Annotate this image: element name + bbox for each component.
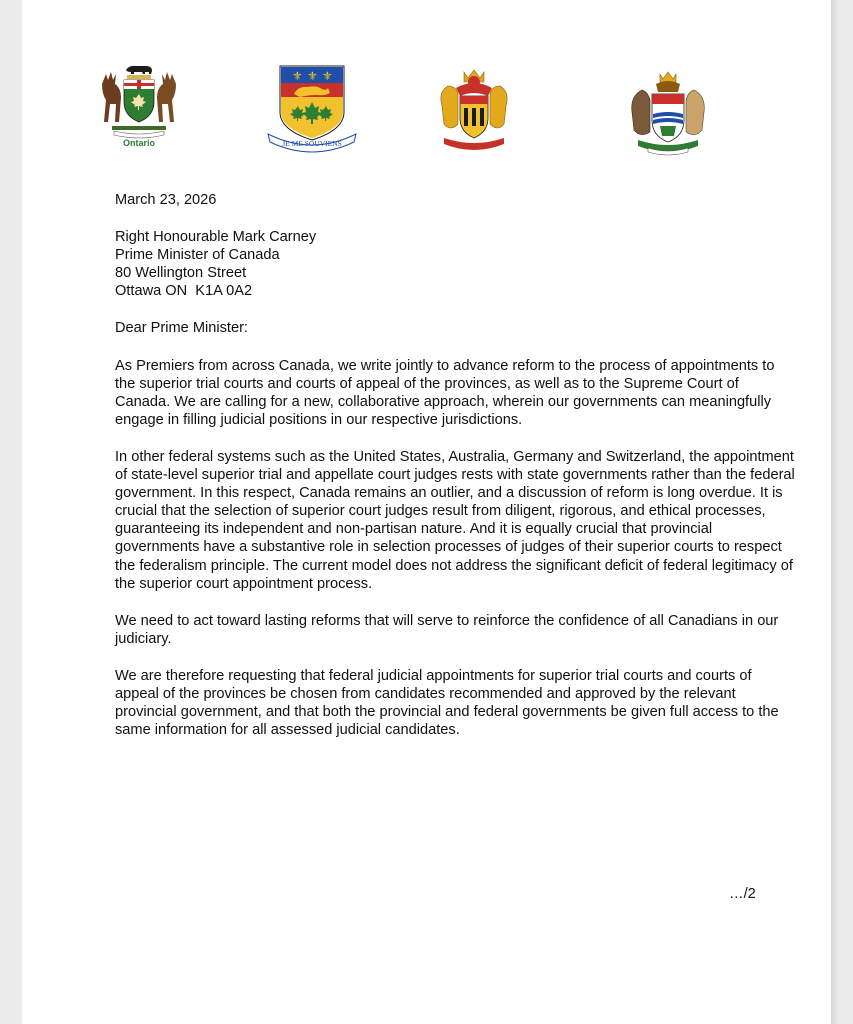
recipient-address: [115, 228, 795, 300]
provincial-coat-of-arms-3: [434, 66, 514, 156]
quebec-motto: JE ME SOUVIENS: [282, 139, 342, 148]
page-shadow: [831, 0, 839, 1024]
address-line: Prime Minister of Canada: [115, 247, 280, 264]
paragraph: In other federal systems such as the United States, Australia, Germany and Switzerland, the appointment of state-level superior trial and appellate court judges rests with state governments rather than the federal government. In this respect, Canada remains an outlier, and a discussion of reform is long overdue. It is crucial that the selection of superior court judges result from diligent, rigorous, and ethical processes, guaranteeing its independent and non-partisan nature. And it is equally crucial that provincial governments have a substantive role in selection processes of judges of their superior courts to respect the federalism principle. The current model does not address the significant deficit of federal legitimacy of the superior court appointment process.: [115, 448, 795, 592]
page-marker: …/2: [729, 886, 756, 902]
letter-body: [115, 191, 795, 758]
ontario-label: Ontario: [122, 138, 156, 148]
paragraph: We are therefore requesting that federal judicial appointments for superior trial courts and courts of appeal of the provinces be chosen from candidates recommended and approved by the relevant provincial government, and that both the provincial and federal governments be given full access to the same information for all assessed judicial candidates.: [115, 667, 779, 739]
ontario-coat-of-arms: [94, 60, 184, 150]
address-line: Ottawa ON K1A 0A2: [115, 283, 253, 300]
paragraph: We need to act toward lasting reforms that will serve to reinforce the confidence of all Canadians in our judiciary.: [115, 612, 779, 647]
address-line: Right Honourable Mark Carney: [115, 229, 317, 246]
svg-text:⚜: ⚜: [292, 69, 303, 83]
address-line: 80 Wellington Street: [115, 265, 247, 282]
paragraph: As Premiers from across Canada, we write jointly to advance reform to the process of appointments to the superior trial courts and courts of appeal of the provinces, as well as to the Supreme Court of Canada. We are calling for a new, collaborative approach, wherein our governments can meaningfully engage in filling judicial positions in our respective jurisdictions.: [115, 357, 775, 428]
letter-date: March 23, 2026: [115, 192, 217, 208]
svg-text:⚜: ⚜: [307, 69, 318, 83]
letter-page: [22, 0, 831, 1024]
quebec-coat-of-arms: [262, 62, 362, 154]
salutation: Dear Prime Minister:: [115, 320, 248, 337]
provincial-coat-of-arms-4: [626, 70, 710, 158]
svg-text:⚜: ⚜: [322, 69, 333, 83]
